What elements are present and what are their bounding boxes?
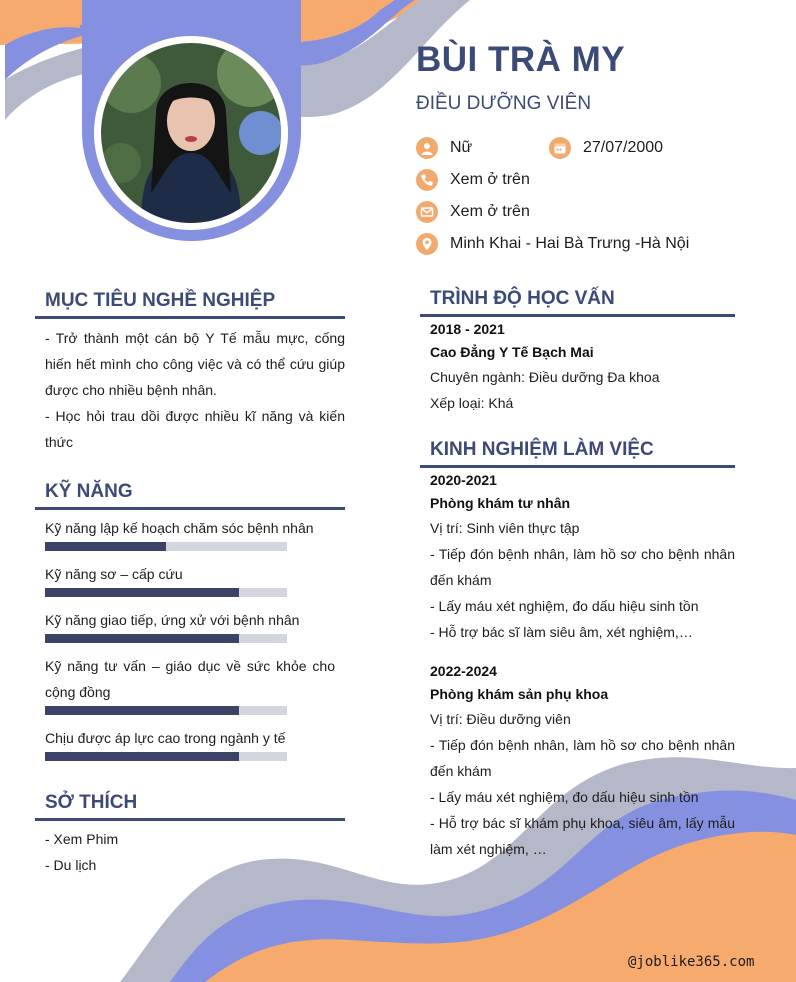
birthdate-row xyxy=(549,137,663,159)
objective-heading: MỤC TIÊU NGHỀ NGHIỆP xyxy=(45,290,276,311)
skill-label: Chịu được áp lực cao trong ngành y tế xyxy=(45,730,286,746)
objective-divider xyxy=(35,316,345,319)
skill-label: Kỹ năng tư vấn – giáo dục về sức khỏe cho cộng đồng xyxy=(45,658,335,700)
job-period: 2020-2021 xyxy=(430,472,497,488)
portrait-illustration xyxy=(101,43,281,223)
education-heading: TRÌNH ĐỘ HỌC VẤN xyxy=(430,288,615,309)
email-value: Xem ở trên xyxy=(450,203,530,220)
email-row xyxy=(416,201,530,223)
education-period: 2018 - 2021 xyxy=(430,321,505,337)
objective-line-2: - Học hỏi trau dồi được nhiều kĩ năng và kiến thức xyxy=(45,408,345,450)
objective-line-1: - Trở thành một cán bộ Y Tế mẫu mực, cống hiến hết mình cho công việc và có thể cứu giúp được cho nhiều bệnh nhân. xyxy=(45,330,345,398)
watermark: @joblike365.com xyxy=(628,954,755,970)
skill-label: Kỹ năng sơ – cấp cứu xyxy=(45,566,183,582)
address-value: Minh Khai - Hai Bà Trưng -Hà Nội xyxy=(450,235,690,252)
job-task: - Lấy máu xét nghiệm, đo dấu hiệu sinh tồn xyxy=(430,789,699,805)
job-task: - Lấy máu xét nghiệm, đo dấu hiệu sinh tồn xyxy=(430,598,699,614)
job-period: 2022-2024 xyxy=(430,663,497,679)
skill-label: Kỹ năng giao tiếp, ứng xử với bệnh nhân xyxy=(45,612,300,628)
hobbies-divider xyxy=(35,818,345,821)
user-icon xyxy=(416,137,438,159)
skills-divider xyxy=(35,507,345,510)
skill-bar-fill xyxy=(45,634,239,643)
profile-photo xyxy=(101,43,281,223)
address-row xyxy=(416,233,689,255)
education-major: Chuyên ngành: Điều dưỡng Đa khoa xyxy=(430,369,660,385)
skill-bar xyxy=(45,752,287,761)
job-position: Vị trí: Điều dưỡng viên xyxy=(430,711,571,727)
phone-value: Xem ở trên xyxy=(450,171,530,188)
mail-icon xyxy=(416,201,438,223)
skill-bar xyxy=(45,588,287,597)
hobby-item: - Du lịch xyxy=(45,857,97,873)
job-task: - Hỗ trợ bác sĩ khám phụ khoa, siêu âm, lấy mẫu làm xét nghiệm, … xyxy=(430,815,735,857)
candidate-name: BÙI TRÀ MY xyxy=(416,40,626,79)
skills-heading: KỸ NĂNG xyxy=(45,481,133,502)
job-task: - Tiếp đón bệnh nhân, làm hồ sơ cho bệnh nhân đến khám xyxy=(430,737,735,779)
phone-row xyxy=(416,169,530,191)
gender-value: Nữ xyxy=(450,139,473,156)
skill-bar-fill xyxy=(45,752,239,761)
hobbies-heading: SỞ THÍCH xyxy=(45,792,138,813)
skill-bar-fill xyxy=(45,588,239,597)
job-title: ĐIỀU DƯỠNG VIÊN xyxy=(416,93,592,114)
location-pin-icon xyxy=(416,233,438,255)
skill-bar-fill xyxy=(45,706,239,715)
job-company: Phòng khám sản phụ khoa xyxy=(430,686,609,702)
job-task: - Hỗ trợ bác sĩ làm siêu âm, xét nghiệm,… xyxy=(430,624,693,640)
skill-bar xyxy=(45,634,287,643)
skill-bar xyxy=(45,706,287,715)
skill-bar-fill xyxy=(45,542,166,551)
calendar-icon xyxy=(549,137,571,159)
education-grade: Xếp loại: Khá xyxy=(430,395,514,411)
education-school: Cao Đẳng Y Tế Bạch Mai xyxy=(430,344,594,360)
job-task: - Tiếp đón bệnh nhân, làm hồ sơ cho bệnh nhân đến khám xyxy=(430,546,735,588)
experience-heading: KINH NGHIỆM LÀM VIỆC xyxy=(430,439,654,460)
gender-row xyxy=(416,137,472,159)
skill-bar xyxy=(45,542,287,551)
education-divider xyxy=(420,314,735,317)
phone-icon xyxy=(416,169,438,191)
job-company: Phòng khám tư nhân xyxy=(430,495,571,511)
job-position: Vị trí: Sinh viên thực tập xyxy=(430,520,580,536)
experience-divider xyxy=(420,465,735,468)
birthdate-value: 27/07/2000 xyxy=(583,139,664,156)
skill-label: Kỹ năng lập kế hoạch chăm sóc bệnh nhân xyxy=(45,520,314,536)
hobby-item: - Xem Phim xyxy=(45,831,119,847)
